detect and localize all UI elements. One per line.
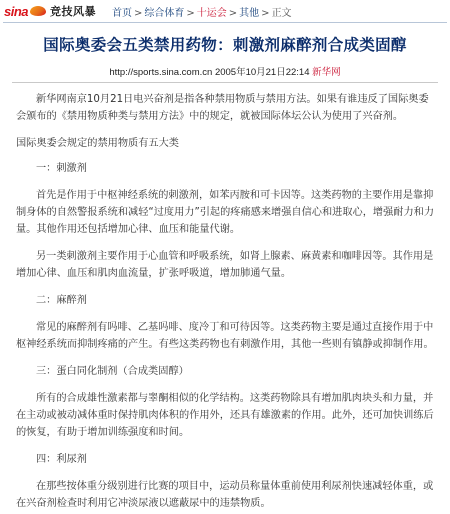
site-header bbox=[0, 0, 450, 22]
breadcrumb-sports-link[interactable]: 综合体育 bbox=[144, 7, 185, 19]
breadcrumb-national-games-link[interactable]: 十运会 bbox=[196, 7, 227, 19]
article-title: 国际奥委会五类禁用药物：刺激剂麻醉剂合成类固醇 bbox=[43, 36, 407, 54]
article-source-link[interactable]: 新华网 bbox=[312, 67, 341, 78]
breadcrumb-other-link[interactable]: 其他 bbox=[239, 7, 260, 19]
breadcrumb-separator: > bbox=[186, 7, 195, 19]
section-heading-diuretics: 四：利尿剂 bbox=[36, 454, 87, 465]
header-divider bbox=[3, 22, 447, 31]
breadcrumb-current: 正文 bbox=[271, 7, 292, 19]
article-datetime: 2005年10月21日22:14 bbox=[214, 67, 310, 78]
breadcrumb-separator: > bbox=[261, 7, 270, 19]
section-heading-stimulants: 一：刺激剂 bbox=[36, 163, 87, 174]
paragraph-narcotics: 常见的麻醉剂有吗啡、乙基吗啡、度冷丁和可待因等。这类药物主要是通过直接作用于中枢神经系统而抑制疼痛的产生。有些这类药物也有刺激作用，其他一些则有镇静或抑制作用。 bbox=[16, 322, 434, 350]
sina-eye-icon bbox=[30, 6, 46, 16]
paragraph-stimulants-cardio: 另一类刺激剂主要作用于心血管和呼吸系统，如肾上腺素、麻黄素和咖啡因等。其作用是增加心律、血压和肌肉血流量，扩张呼吸道，增加肺通气量。 bbox=[16, 251, 434, 279]
paragraph-intro: 新华网南京10月21日电兴奋剂是指各种禁用物质与禁用方法。如果有谁违反了国际奥委会颁布的《禁用物质种类与禁用方法》中的规定，就被国际体坛公认为使用了兴奋剂。 bbox=[16, 94, 429, 122]
section-heading-anabolic: 三：蛋白同化制剂（合成类固醇） bbox=[36, 366, 189, 377]
sina-logo[interactable] bbox=[4, 3, 112, 19]
breadcrumb-separator: > bbox=[134, 7, 143, 19]
paragraph-stimulants-cns: 首先是作用于中枢神经系统的刺激剂，如苯丙胺和可卡因等。这类药物的主要作用是靠抑制身体的自然警报系统和减轻“过度用力”引起的疼痛感来增强自信心和进取心，增强耐力和力量。其他作用还包括增加心律、血压和能量代谢。 bbox=[16, 190, 435, 235]
section-heading-narcotics: 二：麻醉剂 bbox=[36, 295, 87, 306]
breadcrumb bbox=[112, 4, 292, 19]
article-url: http://sports.sina.com.cn bbox=[109, 67, 213, 78]
logo-brand-text: sina bbox=[4, 3, 29, 19]
paragraph-diuretics: 在那些按体重分级别进行比赛的项目中，运动员称量体重前使用利尿剂快速减轻体重，或在兴奋剂检查时利用它冲淡尿液以遮蔽尿中的违禁物质。 bbox=[16, 481, 434, 509]
breadcrumb-home-link[interactable]: 首页 bbox=[112, 7, 132, 19]
article-meta bbox=[0, 64, 450, 78]
paragraph-categories-lead: 国际奥委会规定的禁用物质有五大类 bbox=[16, 138, 179, 149]
channel-name: 竞技风暴 bbox=[50, 5, 97, 18]
breadcrumb-separator: > bbox=[228, 7, 238, 19]
paragraph-anabolic: 所有的合成雄性激素都与睾酮相似的化学结构。这类药物除具有增加肌肉块头和力量，并在主动或被动减体重时保持肌肉体积的作用外，还具有雄激素的作用。此外，还可加快训练后的恢复，有助于增加训练强度和时间。 bbox=[16, 393, 434, 438]
article-body bbox=[0, 83, 450, 512]
